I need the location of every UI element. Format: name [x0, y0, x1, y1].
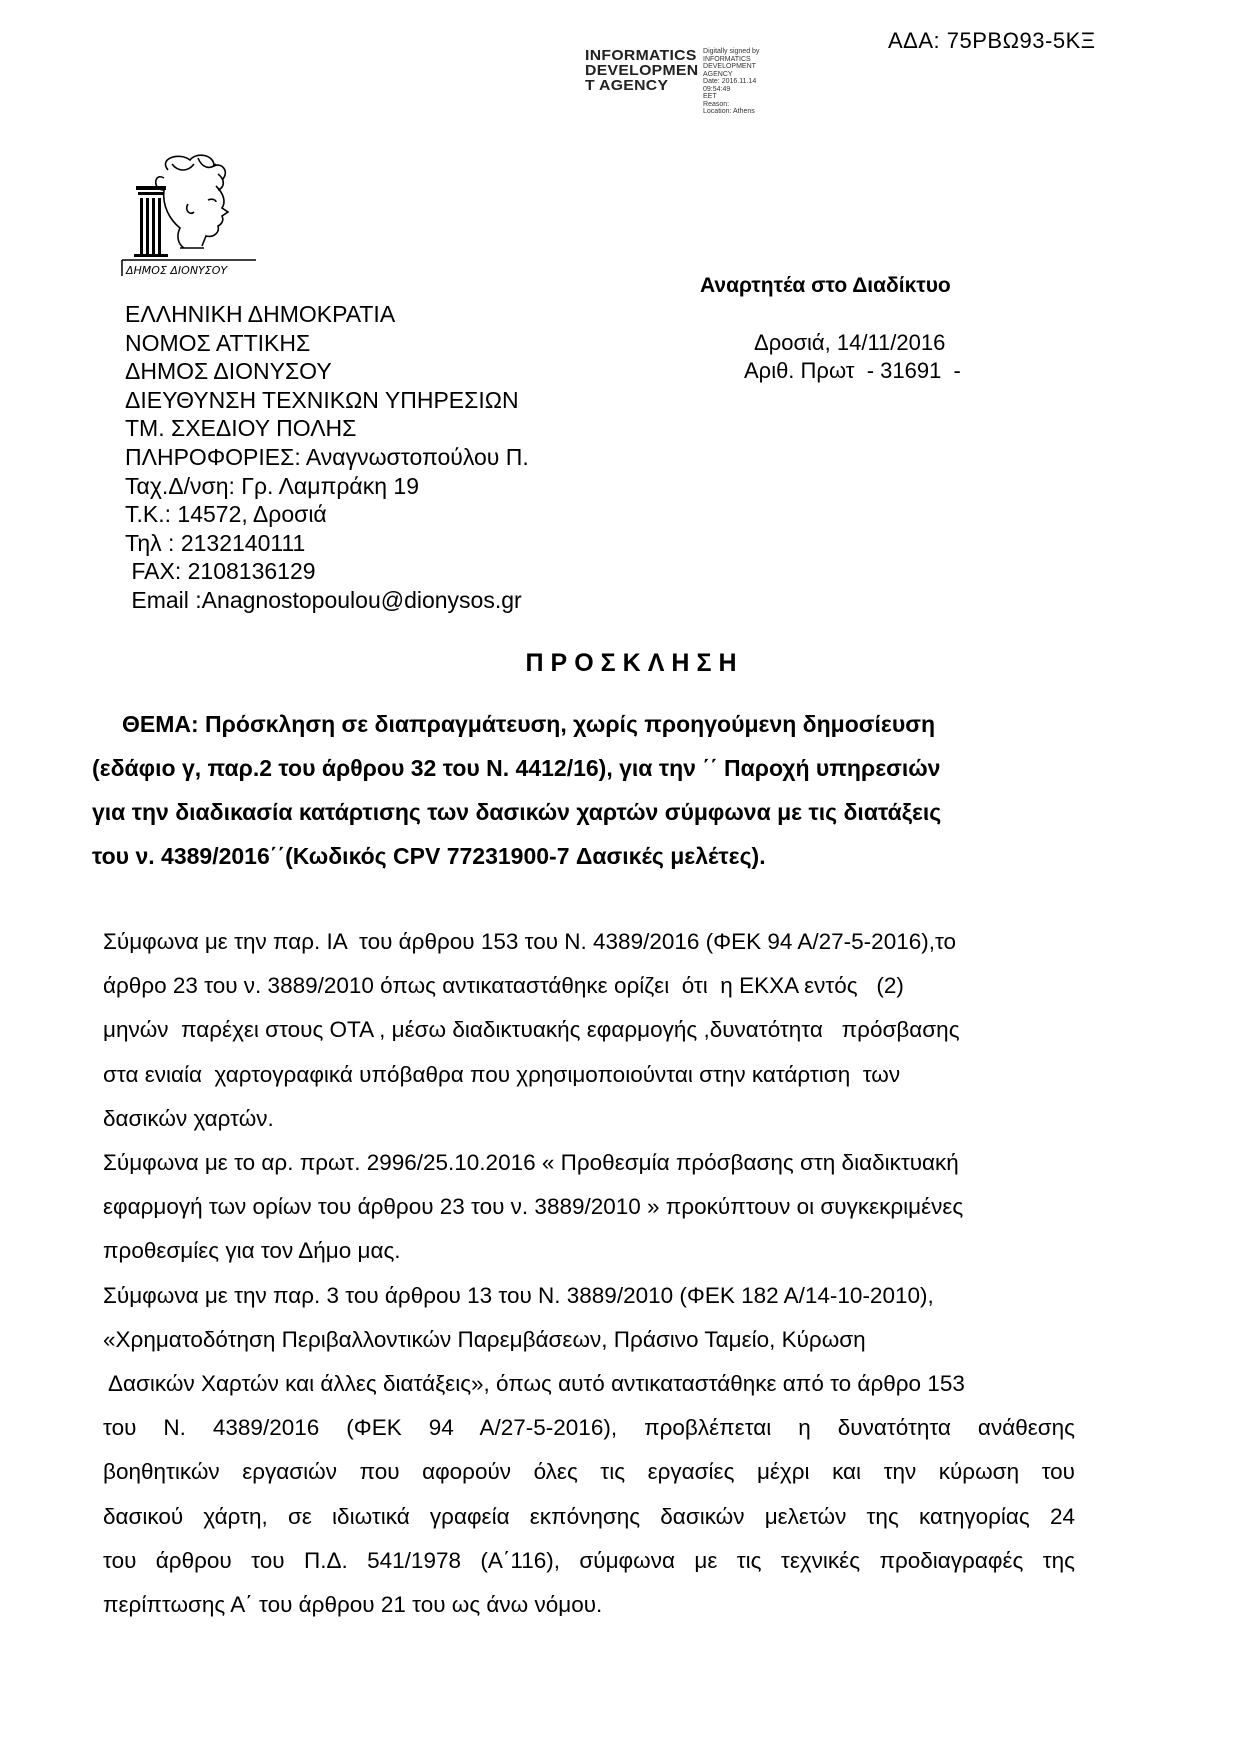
sender-line: ΕΛΛΗΝΙΚΗ ΔΗΜΟΚΡΑΤΙΑ	[125, 301, 396, 327]
paragraph-1: Σύμφωνα με την παρ. ΙΑ του άρθρου 153 του Ν. 4389/2016 (ΦΕΚ 94 Α/27-5-2016),το άρθρο 23 του ν. 3889/2010 όπως αντικαταστάθηκε ορίζει ότι η ΕΚΧΑ εντός (2) μηνών παρέχει στους ΟΤΑ , μέσω διαδικτυακής εφαρμογής ,δυνατότητα πρόσβασης στα ενιαία χαρτογραφικά υπόβαθρα που χρησιμοποιούνται στην κατάρτιση των δασικών χαρτών.	[103, 929, 960, 1131]
header-right	[700, 274, 961, 383]
sender-line: Τηλ : 2132140111	[125, 529, 306, 556]
signature-details: Digitally signed by INFORMATICS DEVELOPMENT AGENCY Date: 2016.11.14 09:54:49 EET Reason: Location: Athens	[703, 48, 760, 115]
sender-email: Email :Anagnostopoulou@dionysos.gr	[125, 586, 522, 613]
sender-line: ΔΗΜΟΣ ΔΙΟΝΥΣΟΥ	[125, 358, 332, 385]
paragraph-3: Σύμφωνα με την παρ. 3 του άρθρου 13 του Ν. 3889/2010 (ΦΕΚ 182 Α/14-10-2010), «Χρηματοδότηση Περιβαλλοντικών Παρεμβάσεων, Πράσινο Ταμείο, Κύρωση Δασικών Χαρτών και άλλες διατάξεις», όπως αυτό αντικαταστάθηκε από το άρθρο 153 του Ν. 4389/2016 (ΦΕΚ 94 Α/27-5-2016), προβλέπεται η δυνατότητα ανάθεσης βοηθητικών εργασιών που αφορούν όλες τις εργασίες μέχρι και την κύρωση του δασικού χάρτη, σε ιδιωτικά γραφεία εκπόνησης δασικών μελετών της κατηγορίας 24 του άρθρου του Π.Δ. 541/1978 (Α΄116), σύμφωνα με τις τεχνικές προδιαγραφές της περίπτωσης Α΄ του άρθρου 21 του ως άνω νόμου.	[103, 1282, 1075, 1618]
sender-line: ΤΜ. ΣΧΕΔΙΟΥ ΠΟΛΗΣ	[125, 415, 357, 442]
subject-line: για την διαδικασία κατάρτισης των δασικών χαρτών σύμφωνα με τις διατάξεις	[92, 799, 942, 825]
body-text	[103, 920, 1075, 1627]
subject-line: : Πρόσκληση σε διαπραγμάτευση, χωρίς προηγούμενη δημοσίευση	[191, 711, 936, 737]
signature-name: INFORMATICS DEVELOPMEN T AGENCY	[585, 47, 699, 94]
sender-line: Ταχ.Δ/νση: Γρ. Λαμπράκη 19	[125, 472, 419, 499]
paragraph-2: Σύμφωνα με το αρ. πρωτ. 2996/25.10.2016 « Προθεσμία πρόσβασης στη διαδικτυακή εφαρμογή των ορίων του άρθρου 23 του ν. 3889/2010 » προκύπτουν οι συγκεκριμένες προθεσμίες για τον Δήμο μας.	[103, 1150, 964, 1264]
sender-line: Τ.Κ.: 14572, Δροσιά	[125, 501, 327, 528]
sender-line: ΠΛΗΡΟΦΟΡΙΕΣ: Αναγνωστοπούλου Π.	[125, 443, 529, 470]
sender-line: ΝΟΜΟΣ ΑΤΤΙΚΗΣ	[125, 329, 311, 356]
protocol-number: Αριθ. Πρωτ - 31691 -	[744, 358, 961, 383]
logo-caption: ΔΗΜΟΣ ΔΙΟΝΥΣΟΥ	[126, 264, 228, 277]
document-title: ΠΡΟΣΚΛΗΣΗ	[525, 649, 744, 677]
subject-label: ΘΕΜΑ	[122, 711, 191, 737]
sender-block	[125, 300, 529, 615]
online-notice: Αναρτητέα στο Διαδίκτυο	[700, 274, 951, 297]
sender-line: FAX: 2108136129	[125, 558, 316, 585]
subject-line: του ν. 4389/2016΄΄(Κωδικός CPV 77231900-7 Δασικές μελέτες).	[92, 843, 766, 869]
ada-code: ΑΔΑ: 75ΡΒΩ93-5ΚΞ	[888, 28, 1096, 53]
sender-line: ΔΙΕΥΘΥΝΣΗ ΤΕΧΝΙΚΩΝ ΥΠΗΡΕΣΙΩΝ	[125, 386, 519, 413]
subject-line: (εδάφιο γ, παρ.2 του άρθρου 32 του Ν. 4412/16), για την ΄΄ Παροχή υπηρεσιών	[92, 755, 941, 781]
digital-signature	[585, 48, 783, 116]
municipality-logo-icon	[118, 150, 260, 278]
place-date: Δροσιά, 14/11/2016	[754, 330, 946, 355]
subject-block	[92, 702, 1072, 878]
